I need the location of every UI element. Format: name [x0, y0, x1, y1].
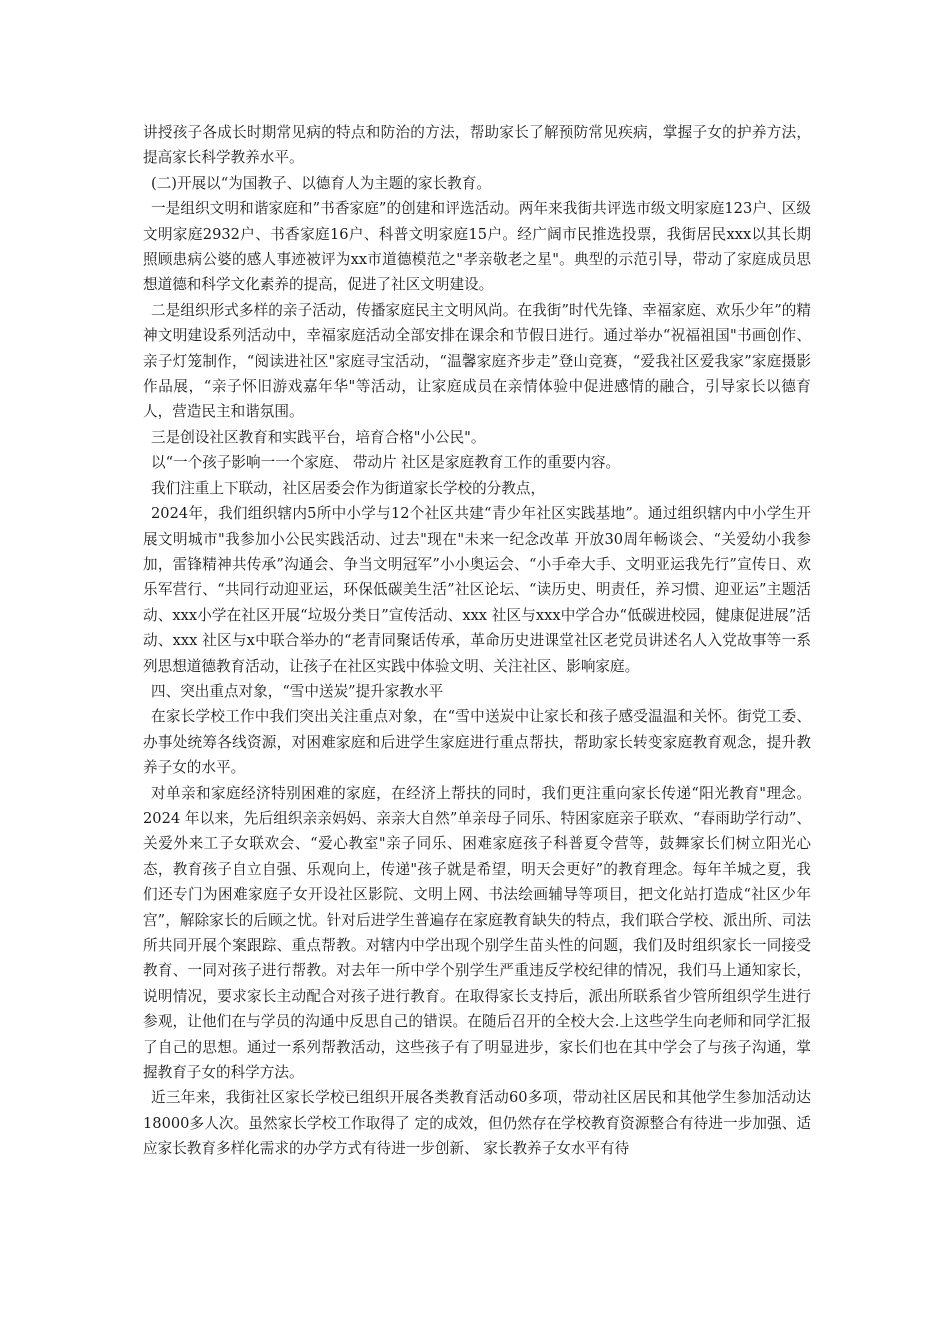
paragraph-5: 三是创设社区教育和实践平台，培育合格"小公民"。 [151, 428, 486, 446]
paragraph-10: 在家长学校工作中我们突出关注重点对象，在“雪中送炭中让家长和孩子感受温温和关怀。街党工委、办事处统筹各线资源，对困难家庭和后进学生家庭进行重点帮扶，帮助家长转变家庭教育观念，提升教养子女的水平。 [143, 708, 811, 777]
paragraph-8: 2024年，我们组织辖内5所中小学与12个社区共建“青少年社区实践基地”。通过组织辖内中小学生开展文明城市"我参加小公民实践活动、过去"现在"未来一纪念改革 开放30周年畅谈会、“关爱幼小我参加，雷锋精神共传承”沟通会、争当文明冠军”小小奥运会、“小手牵大手、文明亚运我先行”宣传日、欢乐军营行、“共同行动迎亚运，环保低碳美生活”社区论坛、“读历史、明责任，养习惯、迎亚运”主题活动、xxx小学在社区开展“垃圾分类日”宣传活动、xxx 社区与xxx中学合办“低碳进校园，健康促进展”活动、xxx 社区与x中联合举办的“老青同聚话传承，革命历史进课堂社区老党员讲述名人入党故事等一系列思想道德教育活动，让孩子在社区实践中体验文明、关注社区、影响家庭。 [143, 505, 811, 675]
paragraph-9: 四、突出重点对象，“雪中送炭”提升家教水平 [151, 682, 444, 700]
paragraph-4: 二是组织形式多样的亲子活动，传播家庭民主文明风尚。在我街”时代先锋、幸福家庭、欢乐少年”的精神文明建设系列活动中，幸福家庭活动全部安排在课余和节假日进行。通过举办“祝福祖国"书画创作、亲子灯笼制作，“阅读进社区"家庭寻宝活动，“温馨家庭齐步走”登山竞赛，“爱我社区爱我家”家庭摄影作品展，“亲子怀旧游戏嘉年华"等活动，让家庭成员在亲情体验中促进感情的融合，引导家长以德育人，营造民主和谐氛围。 [143, 301, 811, 421]
paragraph-3: 一是组织文明和谐家庭和”书香家庭”的创建和评选活动。两年来我街共评选市级文明家庭123户、区级文明家庭2932户、书香家庭16户、科普文明家庭15户。经广阔市民推选投票，我街居民xxx以其长期照顾患病公婆的感人事迹被评为xx市道德模范之"孝亲敬老之星"。典型的示范引导，带动了家庭成员思想道德和科学文化素养的提高，促进了社区文明建设。 [143, 200, 811, 294]
paragraph-7: 我们注重上下联动，社区居委会作为街道家长学校的分教点， [151, 479, 546, 497]
document-body [143, 120, 811, 1162]
paragraph-1: 讲授孩子各成长时期常见病的特点和防治的方法，帮助家长了解预防常见疾病，掌握子女的护养方法，提高家长科学教养水平。 [143, 124, 811, 167]
paragraph-12: 近三年来，我街社区家长学校已组织开展各类教育活动60多项，带动社区居民和其他学生参加活动达18000多人次。虽然家长学校工作取得了 定的成效，但仍然存在学校教育资源整合有待进一步加强、适应家长教育多样化需求的办学方式有待进一步创新、 家长教养子女水平有待 [143, 1089, 811, 1158]
paragraph-2: (二)开展以“为国教子、以德育人为主题的家长教育。 [151, 174, 491, 192]
paragraph-11: 对单亲和家庭经济特别困难的家庭，在经济上帮扶的同时，我们更注重向家长传递“阳光教育"理念。2024 年以来，先后组织亲亲妈妈、亲亲大自然”单亲母子同乐、特困家庭亲子联欢、“春雨助学行动”、关爱外来工子女联欢会、“爱心教室"亲子同乐、困难家庭孩子科普夏令营等，鼓舞家长们树立阳光心态，教育孩子自立自强、乐观向上，传递"孩子就是希望，明天会更好”的教育理念。每年羊城之夏，我们还专门为困难家庭子女开设社区影院、文明上网、书法绘画辅导等项目，把文化站打造成“社区少年宫”，解除家长的后顾之忧。针对后进学生普遍存在家庭教育缺失的特点，我们联合学校、派出所、司法所共同开展个案跟踪、重点帮教。对辖内中学出现个别学生苗头性的问题，我们及时组织家长一同接受教育、一同对孩子进行帮教。对去年一所中学个别学生严重违反学校纪律的情况，我们马上通知家长，说明情况，要求家长主动配合对孩子进行教育。在取得家长支持后，派出所联系省少管所组织学生进行参观，让他们在与学员的沟通中反思自己的错误。在随后召开的全校大会.上这些学生向老师和同学汇报了自己的思想。通过一系列帮教活动，这些孩子有了明显进步，家长们也在其中学会了与孩子沟通，掌握教育子女的科学方法。 [143, 784, 811, 1082]
paragraph-6: 以“一个孩子影响一一个家庭、 带动片 社区是家庭教育工作的重要内容。 [151, 454, 621, 472]
